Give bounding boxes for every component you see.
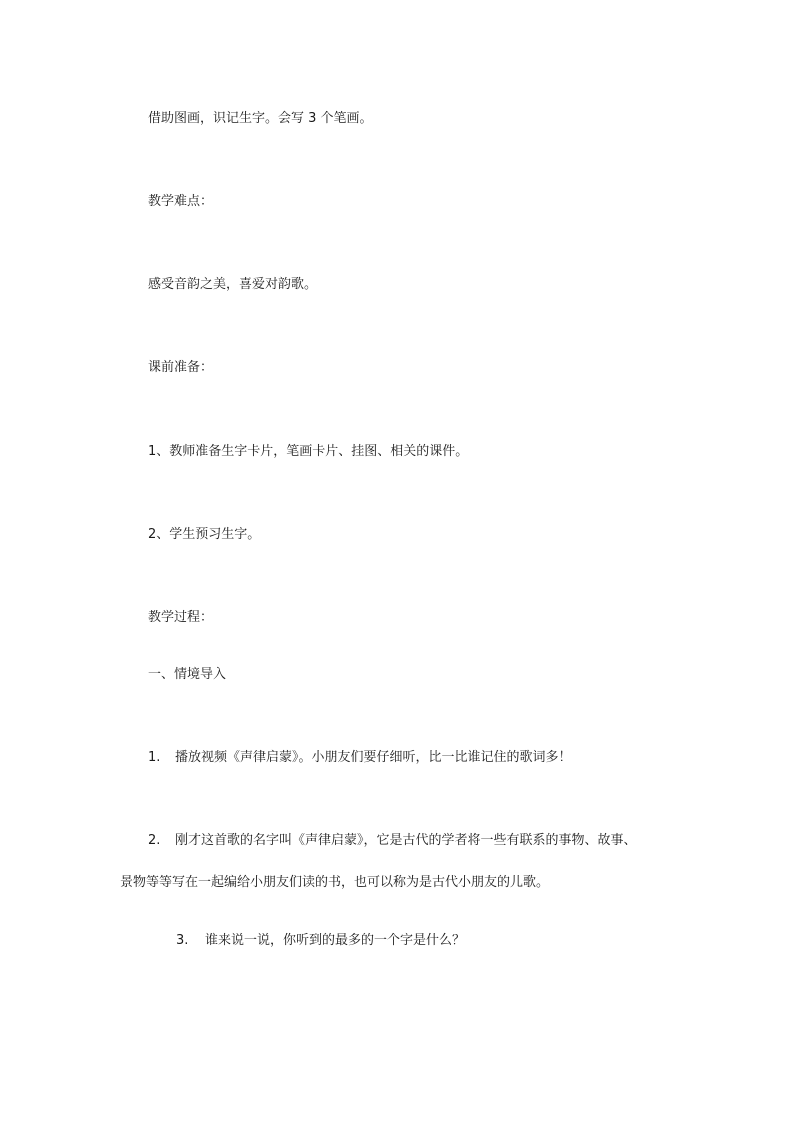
list-item-1: [148, 749, 572, 767]
heading-teaching-difficulty: 教学难点：: [148, 194, 214, 209]
heading-teaching-process: 教学过程：: [148, 610, 214, 625]
paragraph-character-goal: 借助图画，识记生字。会写 3 个笔画。: [148, 111, 373, 126]
list-item-text: 刚才这首歌的名字叫《声律启蒙》，它是古代的学者将一些有联系的事物、故事、: [175, 833, 637, 848]
list-item-2-continuation: 景物等等写在一起编给小朋友们读的书，也可以称为是古代小朋友的儿歌。: [120, 875, 550, 890]
paragraph-difficulty: 感受音韵之美，喜爱对韵歌。: [148, 277, 318, 292]
list-item-number: 2.: [148, 833, 161, 848]
list-item-2: [148, 832, 637, 850]
list-item-number: 3.: [176, 933, 189, 948]
heading-section-introduction: 一、情境导入: [148, 667, 227, 682]
list-item-number: 1.: [148, 750, 161, 765]
paragraph-preparation-2: 2、学生预习生字。: [148, 527, 261, 542]
heading-preparation: 课前准备：: [148, 360, 214, 375]
list-item-text: 播放视频《声律启蒙》。小朋友们要仔细听，比一比谁记住的歌词多！: [175, 750, 572, 765]
list-item-text: 谁来说一说，你听到的最多的一个字是什么？: [205, 933, 466, 948]
list-item-3: [176, 932, 465, 950]
paragraph-preparation-1: 1、教师准备生字卡片，笔画卡片、挂图、相关的课件。: [148, 444, 469, 459]
